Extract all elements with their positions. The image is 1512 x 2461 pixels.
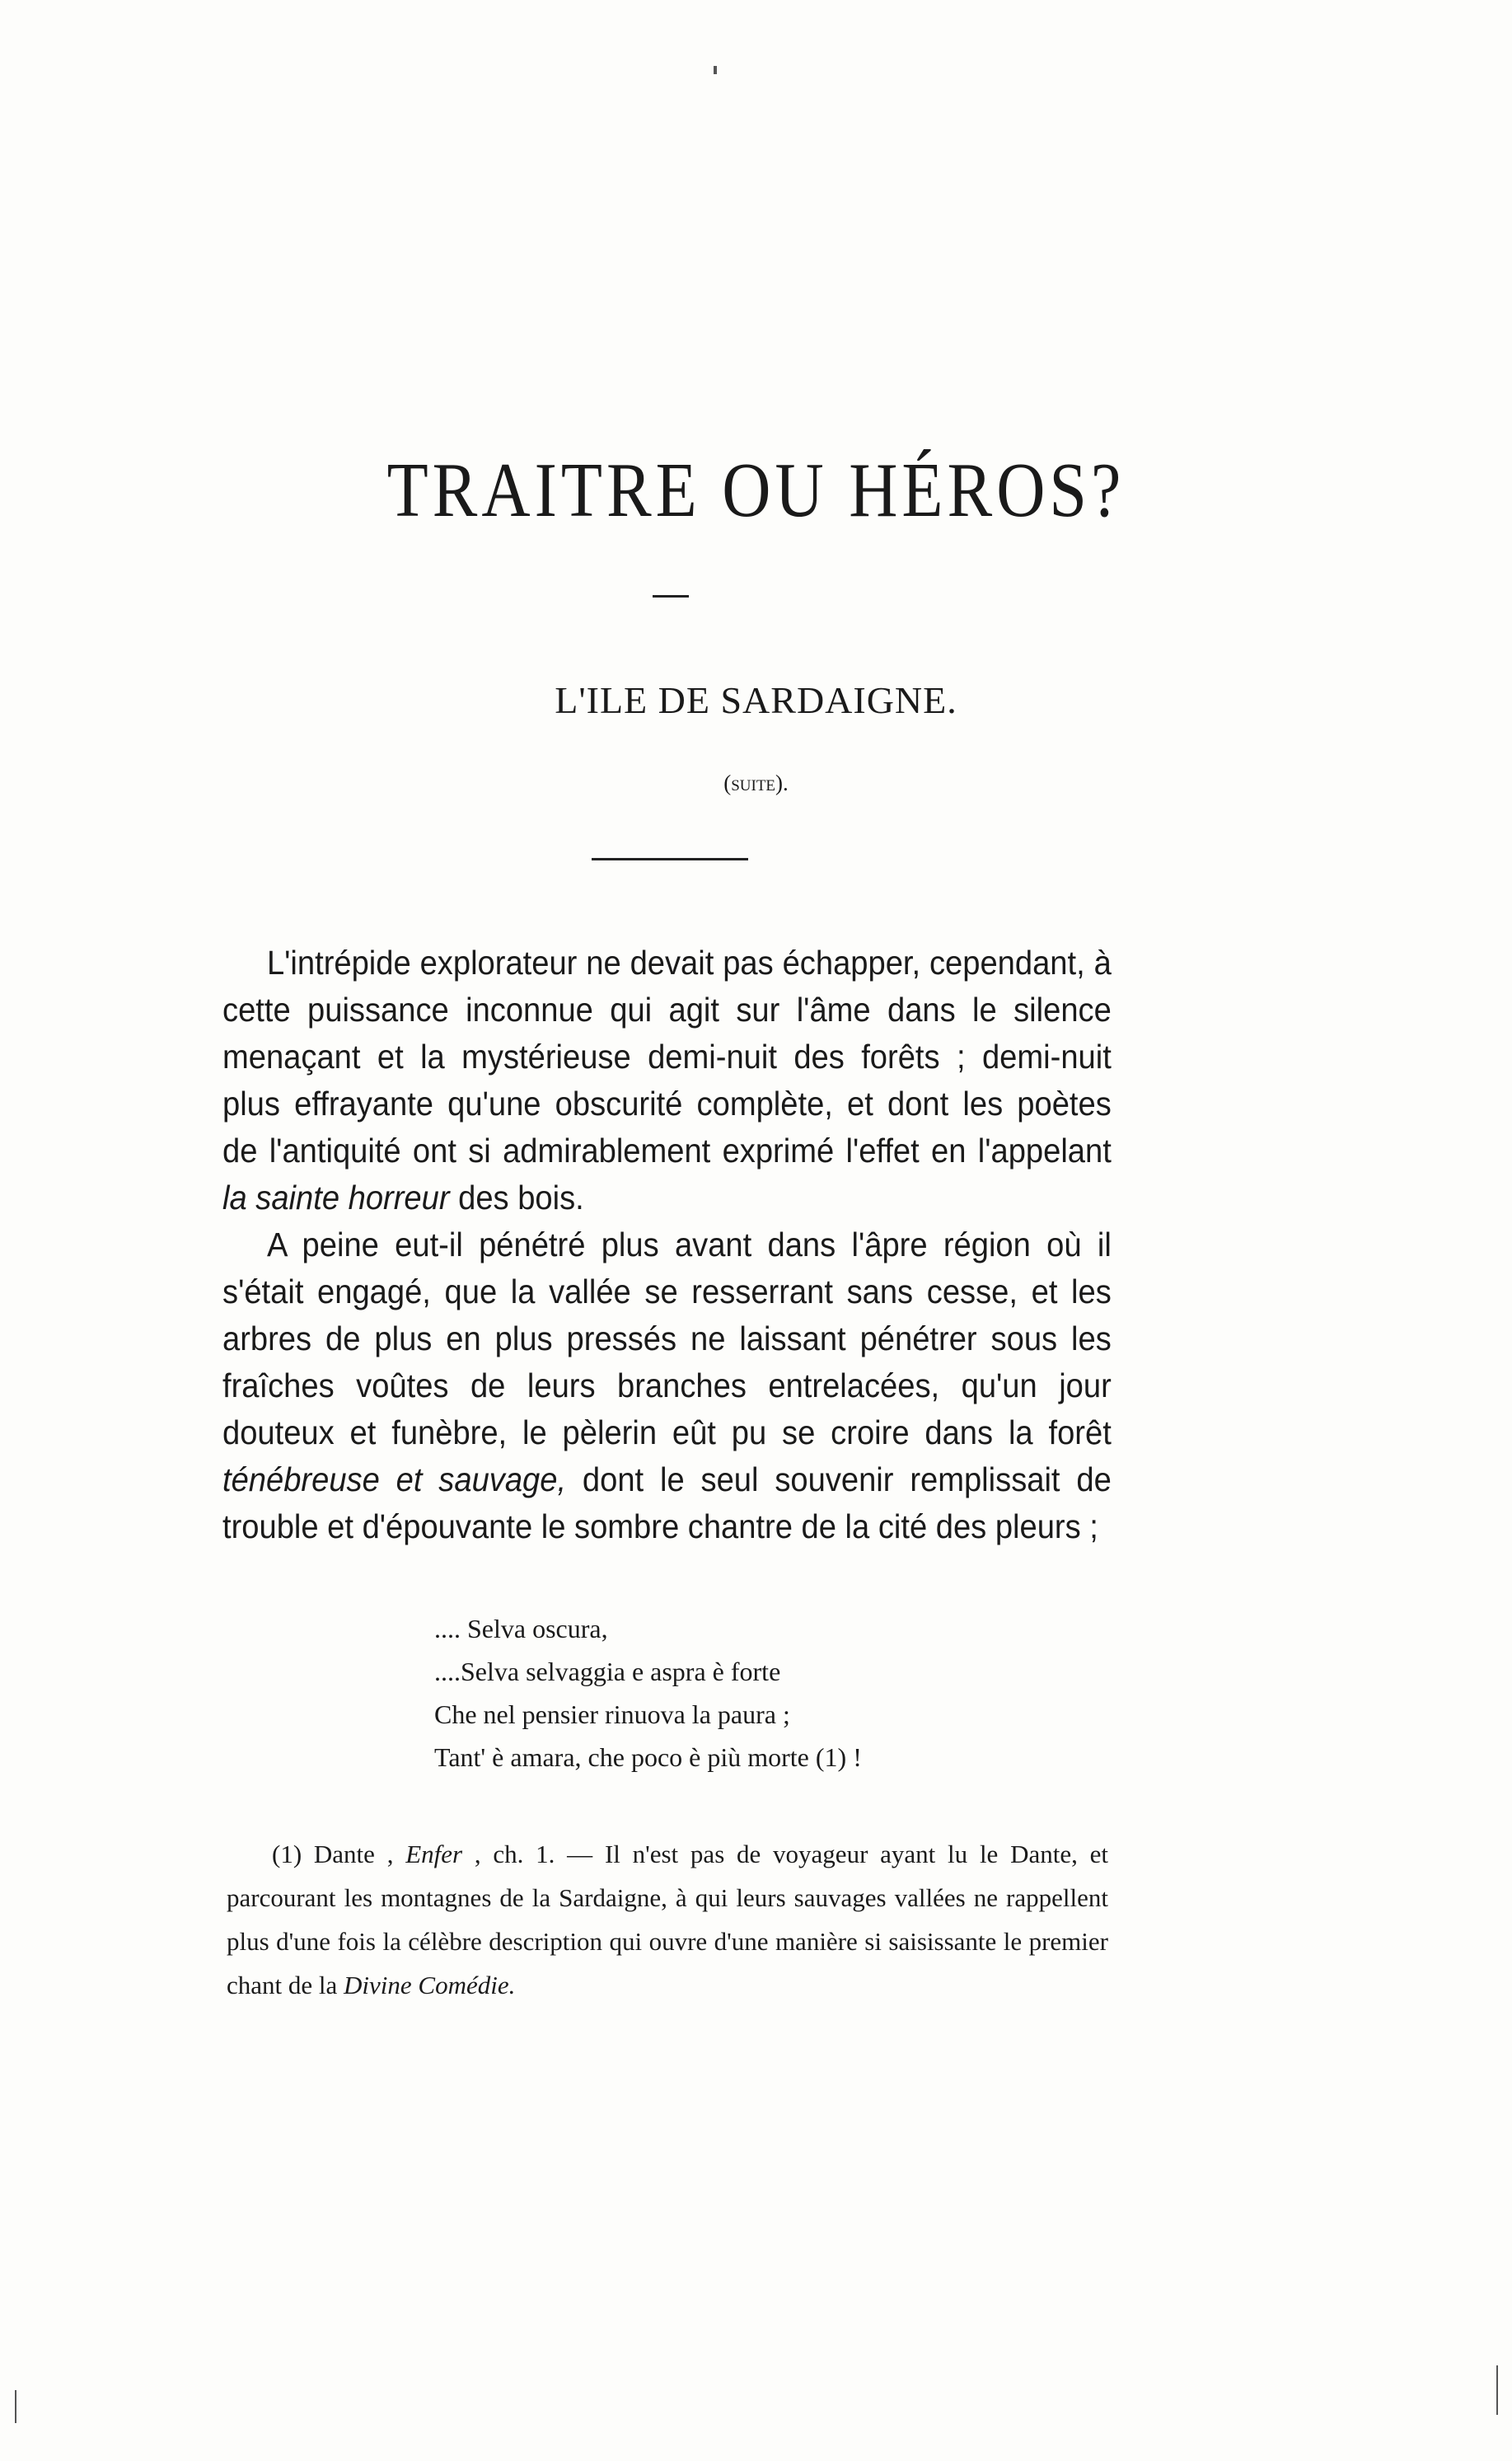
verse-line: ....Selva selvaggia e aspra è forte <box>434 1657 781 1686</box>
page-title: TRAITRE OU HÉROS? <box>386 447 1126 533</box>
paragraph-1-text-start: L'intrépide explorateur ne devait pas échapper, cependant, à cette puissance inconnue qui agit sur l'âme dans le silence menaçant et la mystérieuse demi-nuit des forêts ; demi-nuit plus effrayante qu'une obscurité complète, et dont les poètes de l'antiquité ont si admirablement exprimé l'effet en l'appelant <box>222 944 1112 1170</box>
scan-edge-mark <box>15 2390 16 2423</box>
continuation-note: (suite). <box>723 771 789 795</box>
section-divider <box>592 858 748 860</box>
verse-line: .... Selva oscura, <box>434 1614 608 1643</box>
verse-line: Che nel pensier rinuova la paura ; <box>434 1699 790 1729</box>
paragraph-2-italic: ténébreuse et sauvage, <box>222 1460 567 1498</box>
footnote <box>227 1832 1108 2007</box>
scan-speck <box>714 66 717 74</box>
scan-edge-mark <box>1496 2365 1498 2415</box>
verse-line: Tant' è amara, che poco è più morte (1) ! <box>434 1742 862 1772</box>
paragraph-1 <box>222 940 1112 1221</box>
paragraph-1-italic: la sainte horreur <box>222 1179 450 1216</box>
chapter-subtitle: L'ILE DE SARDAIGNE. <box>555 679 957 721</box>
verse-quotation <box>434 1607 862 1779</box>
footnote-text-1: (1) Dante , <box>272 1840 406 1868</box>
title-divider <box>653 595 689 598</box>
paragraph-2-text-start: A peine eut-il pénétré plus avant dans l'âpre région où il s'était engagé, que la vallée se resserrant sans cesse, et les arbres de plus en plus pressés ne laissant pénétrer sous les fraîches voûtes de leurs branches entrelacées, qu'un jour douteux et funèbre, le pèlerin eût pu se croire dans la forêt <box>222 1226 1112 1451</box>
paragraph-2-text-end: dont le seul souvenir remplissait de trouble et d'épouvante le sombre chantre de la cité des pleurs ; <box>222 1460 1112 1545</box>
paragraph-2 <box>222 1221 1112 1550</box>
footnote-text-2: , ch. 1. — Il n'est pas de voyageur ayant lu le Dante, et parcourant les montagnes de la Sardaigne, à qui leurs sauvages vallées ne rappellent plus d'une fois la célèbre description qui ouvre d'une manière si saisissante le premier chant de la <box>227 1840 1108 1999</box>
paragraph-1-text-end: des bois. <box>449 1179 584 1216</box>
footnote-italic-1: Enfer <box>405 1840 463 1868</box>
footnote-italic-2: Divine Comédie. <box>344 1971 516 1999</box>
